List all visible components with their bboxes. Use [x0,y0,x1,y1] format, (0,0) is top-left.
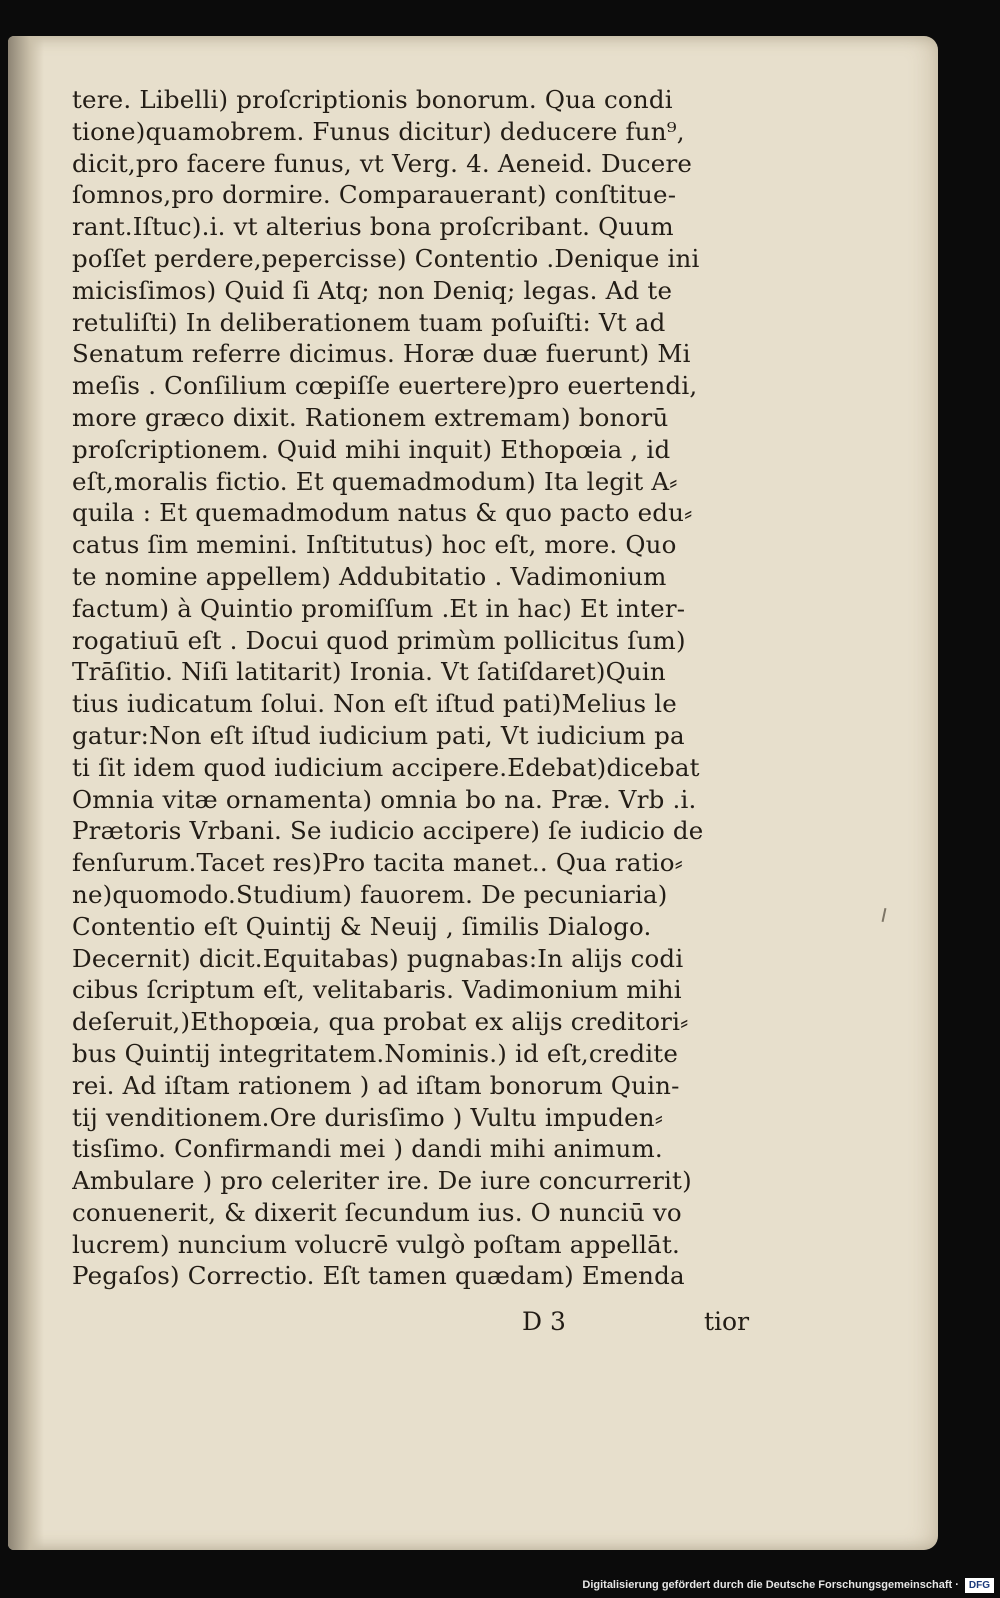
text-line: rei. Ad iſtam rationem ) ad iſtam bonorum Quin- [72,1070,680,1100]
text-line: proſcriptionem. Quid mihi inquit) Ethopœia , id [72,434,671,464]
text-line: ſomnos,pro dormire. Comparauerant) conſtitue- [72,180,677,210]
text-line: tione)quamobrem. Funus dicitur) deducere fun⁹, [72,116,685,146]
funding-credit: Digitalisierung gefördert durch die Deutsche Forschungsgemeinschaft · [582,1579,959,1591]
text-line: deſeruit,)Ethopœia, qua probat ex alijs creditori⸗ [72,1007,689,1037]
dfg-logo: DFG [965,1578,994,1593]
text-line: factum) à Quintio promiſſum .Et in hac) Et inter- [72,593,686,623]
text-line: rogatiuū eſt . Docui quod primùm pollicitus ſum) [72,625,686,655]
text-line: tisſimo. Confirmandi mei ) dandi mihi animum. [72,1134,663,1164]
text-line: Senatum referre dicimus. Horæ duæ fuerunt) Mi [72,339,691,369]
text-line: gatur:Non eſt iſtud iudicium pati, Vt iudicium pa [72,720,685,750]
text-line: more græco dixit. Rationem extremam) bonorū [72,402,669,432]
text-line: rant.Iſtuc).i. vt alterius bona proſcribant. Quum [72,212,674,242]
text-line: Ambulare ) pro celeriter ire. De iure concurrerit) [72,1166,692,1196]
text-line: conuenerit, & dixerit ſecundum ius. O nunciū vo [72,1197,682,1227]
signature-mark: D 3 [522,1307,566,1336]
text-line: cibus ſcriptum eſt, velitabaris. Vadimonium mihi [72,975,682,1005]
digitization-footer [582,1574,994,1596]
text-line: eſt,moralis fictio. Et quemadmodum) Ita legit A⸗ [72,466,678,496]
text-line: dicit,pro facere funus, vt Verg. 4. Aeneid. Ducere [72,148,693,178]
page-text-block [72,84,772,1292]
text-line: Contentio eſt Quintij & Neuij , ſimilis Dialogo. [72,911,652,941]
text-line: micisſimos) Quid ſi Atq; non Deniq; legas. Ad te [72,275,673,305]
text-line: ne)quomodo.Studium) fauorem. De pecuniaria) [72,879,668,909]
text-line: tere. Libelli) proſcriptionis bonorum. Qua condi [72,85,673,114]
text-line: tij venditionem.Ore durisſimo ) Vultu impuden⸗ [72,1102,664,1132]
text-line: fenſurum.Tacet res)Pro tacita manet.. Qua ratio⸗ [72,848,684,878]
text-line: te nomine appellem) Addubitatio . Vadimonium [72,561,667,591]
text-line: poſſet perdere,pepercisse) Contentio .Denique ini [72,243,700,273]
text-line: meſis . Conſilium cœpiſſe euertere)pro euertendi, [72,371,698,401]
text-line: Prætoris Vrbani. Se iudicio accipere) ſe iudicio de [72,816,704,846]
text-line: Omnia vitæ ornamenta) omnia bo na. Præ. Vrb .i. [72,784,697,814]
text-line: retuliſti) In deliberationem tuam poſuiſti: Vt ad [72,307,666,337]
text-line: Trāſitio. Niſi latitarit) Ironia. Vt ſatiſdaret)Quin [72,657,666,687]
text-line: Pegaſos) Correctio. Eſt tamen quædam) Emenda [72,1261,685,1291]
text-line: tius iudicatum ſolui. Non eſt iſtud pati)Melius le [72,689,677,719]
page-gutter-shadow [8,36,44,1550]
text-line: Decernit) dicit.Equitabas) pugnabas:In alijs codi [72,943,684,973]
text-line: catus ſim memini. Inſtitutus) hoc eſt, more. Quo [72,530,677,560]
text-line: bus Quintij integritatem.Nominis.) id eſt,credite [72,1038,679,1068]
page-foot-line [72,1306,772,1338]
text-line: lucrem) nuncium volucrē vulgò poſtam appellāt. [72,1229,680,1259]
text-line: ti ſit idem quod iudicium accipere.Edebat)dicebat [72,752,700,782]
catchword: tior [704,1307,750,1336]
text-line: quila : Et quemadmodum natus & quo pacto edu⸗ [72,498,693,528]
